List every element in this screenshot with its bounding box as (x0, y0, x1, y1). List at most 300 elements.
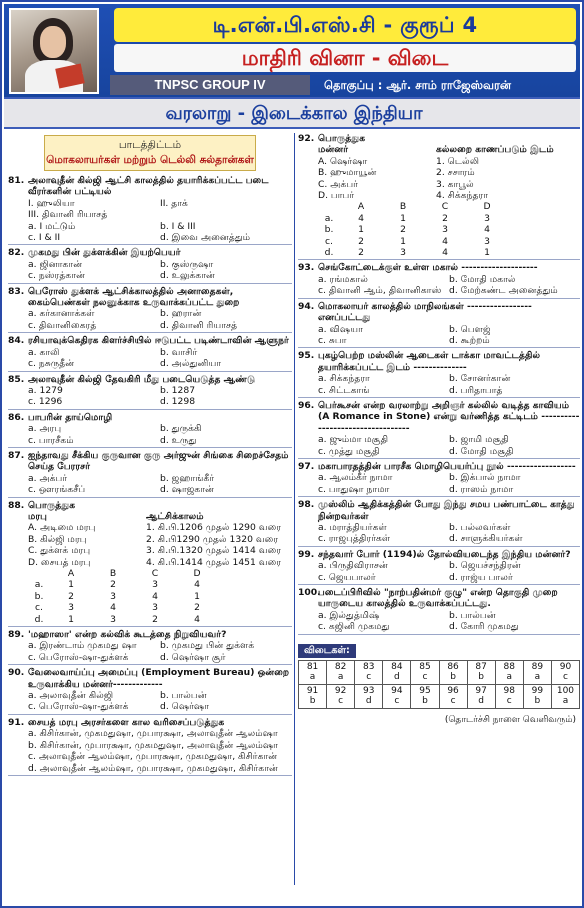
option: a. பிருதிவிராசன் (318, 560, 388, 572)
question-divider (8, 283, 292, 284)
question-100 (298, 587, 580, 635)
option: c. சிட்டகாங் (318, 384, 370, 396)
question-header (298, 400, 580, 434)
option: d. உலுக்கான் (160, 270, 215, 282)
title-line-1: டி.என்.பி.எஸ்.சி - குரூப் 4 (114, 8, 576, 42)
question-number: 98. (298, 499, 315, 511)
code-cell: b. (324, 224, 334, 236)
option-list (298, 472, 580, 495)
code-cell: d. (324, 247, 334, 259)
answer-cell (327, 685, 355, 709)
code-cell: D (193, 568, 201, 579)
question-text: அலாவுதீன் கில்ஜி ஆட்சி காலத்தில் தயாரிக்கப்பட்ட படை வீரர்களின் பட்டியல் (28, 175, 269, 198)
option-list (8, 423, 292, 446)
question-text: பெரோஸ் துக்ளக் ஆட்சிக்காலத்தில் அனாதைகள், கைம்பெண்கள் நலனுக்காக உருவாக்கப்பட்ட துறை (28, 285, 240, 309)
question-text: ஐந்தாவது சீக்கிய குருவான குரு அர்ஜுன் சிங்கை சிறைச்சேதம் செய்த பேரரசர் (28, 449, 289, 473)
code-cell: 1 (400, 235, 406, 247)
option: a. அலாவுதீன் கில்ஜி (28, 690, 114, 702)
answer-letter: b (422, 696, 428, 707)
match-header-right: கல்லறை காணப்படும் இடம் (436, 144, 554, 156)
option: a. ஜும்மா மசூதி (318, 434, 389, 446)
question-number: 93. (298, 262, 315, 274)
header-banner (4, 4, 580, 97)
code-cell: 2 (400, 224, 406, 236)
question-header (298, 262, 580, 273)
question-number: 99. (298, 548, 315, 560)
answer-cell (299, 661, 327, 685)
question-number: 87. (8, 449, 25, 461)
section-title: வரலாறு - இடைக்கால இந்தியா (165, 103, 423, 124)
question-text: பொருத்துக (28, 499, 76, 511)
match-item-left: C. அக்பர் (318, 178, 358, 190)
match-item-right: 3. காபூல் (436, 178, 474, 190)
statement-list (8, 198, 292, 221)
option: d. ஷெர்ஷா சூர் (160, 651, 226, 663)
answer-number: 86 (447, 661, 459, 672)
syllabus-topic: மொகலாயர்கள் மற்றும் டெல்லி சுல்தான்கள் (46, 154, 254, 166)
code-cell: 1 (358, 224, 364, 236)
option: b. பால்பன் (449, 609, 496, 621)
answer-number: 90 (559, 661, 572, 672)
code-cell: 3 (400, 247, 406, 259)
code-cell: A (357, 201, 365, 213)
question-number: 86. (8, 411, 25, 423)
option: d. இவை அனைத்தும் (160, 232, 251, 244)
match-item-right: 1. கி.பி.1206 முதல் 1290 வரை (146, 522, 282, 534)
answer-letter: a (534, 672, 541, 683)
code-cell: 2 (68, 590, 74, 602)
code-cell: B (399, 201, 407, 213)
match-item-left: A. ஷெர்ஷா (318, 155, 368, 167)
option: b. ஜஹாங்கீர் (160, 472, 215, 484)
option: b. இக்பால் நாமா (449, 472, 521, 484)
option: c. முத்து மசூதி (318, 445, 380, 457)
question-number: 100. (298, 587, 321, 599)
option-list (298, 434, 580, 457)
option: b. முகமது பின் துக்ளக் (160, 640, 255, 652)
question-number: 94. (298, 300, 315, 312)
option: d. ராஜ்ய பாலர் (449, 571, 513, 583)
answer-letter: a (337, 672, 344, 683)
code-cell: 4 (442, 235, 448, 247)
question-text: வேலைவாய்ப்பு அமைப்பு (Employment Bureau) ஒன்றை உருவாக்கிய மன்னர்------------- (28, 667, 290, 690)
code-cell: 2 (442, 212, 448, 224)
option: c. ராஜபுத்திரர்கள் (318, 533, 391, 545)
code-cell: 1 (68, 579, 74, 591)
option: b. பௌஜ் (449, 323, 491, 335)
option: b. ஹரான் (160, 308, 202, 320)
question-header (8, 450, 292, 473)
question-99 (298, 549, 580, 585)
question-divider (8, 626, 292, 627)
answer-letter: d (478, 696, 484, 707)
option-list (8, 690, 292, 713)
question-number: 90. (8, 667, 25, 679)
answer-letter: b (309, 696, 316, 707)
student-photo (9, 8, 99, 94)
answer-cell (411, 661, 439, 685)
match-item-right: 3. கி.பி.1320 முதல் 1414 வரை (146, 545, 282, 557)
code-cell: d. (34, 613, 44, 625)
question-header (8, 286, 292, 309)
answer-cell (524, 685, 552, 709)
compiler-credit: தொகுப்பு : ஆர். சாம் ராஜேஸ்வரன் (324, 78, 512, 92)
question-92 (298, 133, 580, 260)
question-text: பெர்கூசன் என்ற வரலாற்று அறிஞர் கல்லில் வடித்த காவியம் (A Romance in Stone) என்று வர்ணித்த கட்டிடம் ---------------------------------- (318, 399, 580, 434)
code-cell: 1 (484, 247, 490, 259)
option: d. சாளுக்கியர்கள் (449, 533, 523, 545)
match-item-left: D. சையத் மரபு (28, 556, 91, 568)
question-96 (298, 400, 580, 459)
option: a. கர்கானாக்கள் (28, 308, 95, 320)
question-divider (298, 347, 580, 348)
answer-number: 99 (531, 685, 544, 696)
question-divider (8, 244, 292, 245)
option: a. இரண்டாம் முகமது ஷா (28, 640, 137, 652)
question-header (8, 500, 292, 511)
code-cell: 2 (194, 602, 200, 614)
option: c. ஔரங்கசீப் (28, 484, 86, 496)
question-90 (8, 667, 292, 715)
match-item-left: C. துக்ளக் மரபு (28, 545, 91, 557)
question-header (298, 499, 580, 522)
option: a. கிசிர்கான், முகமதுஷா, முபாரக்ஷா, அலாவுதீன் ஆலம்ஷா (28, 728, 278, 740)
answer-number: 83 (363, 661, 375, 672)
continued-note: (தொடர்ச்சி நாளை வெளிவரும்) (444, 714, 576, 725)
option: a. ரங்மகால் (318, 273, 368, 285)
code-cell: 1 (400, 212, 406, 224)
option-list (298, 522, 580, 545)
code-cell: 4 (110, 602, 116, 614)
option: d. கூற்றம் (449, 334, 490, 346)
option: a. ஆலம்கீர் நாமா (318, 472, 393, 484)
answer-number: 95 (419, 685, 431, 696)
code-cell: 2 (358, 235, 364, 247)
question-header (8, 247, 292, 258)
question-header (298, 587, 580, 610)
match-item-right: 2. கி.பி1290 முதல் 1320 வரை (146, 533, 279, 545)
syllabus-box (44, 135, 256, 171)
answer-cell (552, 661, 580, 685)
answer-number: 96 (447, 685, 459, 696)
question-number: 91. (8, 716, 25, 728)
code-cell: c. (325, 235, 333, 247)
answer-number: 88 (503, 661, 515, 672)
code-cell: 1 (194, 590, 200, 602)
option: a. விஷயா (318, 323, 363, 335)
question-header (8, 335, 292, 346)
code-cell: b. (34, 590, 44, 602)
question-number: 89. (8, 629, 25, 641)
question-number: 84. (8, 335, 25, 347)
answer-letter: c (450, 696, 456, 707)
option: b. வாசிர் (160, 346, 198, 358)
option: c. சுபா (318, 334, 347, 346)
answer-letter: a (562, 696, 569, 707)
option: d. மோதி மசூதி (449, 445, 514, 457)
option: c. 1296 (28, 396, 63, 408)
code-cell: 2 (152, 613, 158, 625)
answer-number: 98 (503, 685, 515, 696)
answer-cell (552, 685, 580, 709)
question-header (298, 133, 580, 144)
answer-number: 81 (306, 661, 319, 672)
question-text: புகழ்பெற்ற மஸ்லின் ஆடைகள் டாக்கா மாவட்டத்தில் தயாரிக்கப்பட்ட இடம் -------------- (318, 350, 541, 373)
code-cell: 3 (68, 602, 74, 614)
question-number: 85. (8, 373, 25, 385)
question-98 (298, 499, 580, 547)
statement: II. தாக் (160, 197, 188, 209)
option-list (298, 274, 580, 297)
answer-letter: d (365, 696, 372, 707)
code-cell: a. (324, 212, 334, 224)
question-text: மொகலாயர் காலத்தில் மாநிலங்கள் ----------------- எனப்பட்டது (318, 300, 532, 324)
option: c. பெரோஸ்-ஷா-துக்ளக் (28, 701, 129, 713)
answer-number: 92 (334, 685, 347, 696)
answer-cell (299, 685, 327, 709)
code-cell: 4 (358, 212, 364, 224)
option-list (8, 308, 292, 331)
answer-number: 84 (391, 661, 403, 672)
question-number: 96. (298, 399, 315, 411)
option: b. கிசிர்கான், முபாரக்ஷா, முகமதுஷா, அலாவுதீன் ஆலம்ஷா (28, 739, 278, 751)
question-89 (8, 629, 292, 665)
answer-letter: b (534, 696, 541, 707)
match-item-left: B. கில்ஜி மரபு (28, 533, 87, 545)
match-header-left: மன்னர் (318, 144, 349, 156)
question-87 (8, 450, 292, 498)
option: a. மராத்தியர்கள் (318, 522, 387, 533)
answer-cell (383, 685, 411, 709)
question-divider (298, 546, 580, 547)
question-text: முஸ்லிம் ஆதிக்கத்தின் போது இந்து சமய பண்பாட்டை காத்து நின்றவர்கள் (318, 499, 575, 522)
code-cell: 2 (110, 579, 116, 591)
answer-number: 82 (334, 661, 347, 672)
option: c. பாதுஷா நாமா (318, 483, 390, 495)
code-cell: A (67, 568, 75, 579)
question-header (298, 350, 580, 373)
question-88 (8, 500, 292, 627)
question-divider (298, 259, 580, 260)
code-cell: 3 (110, 590, 116, 602)
answer-letter: a (309, 672, 316, 683)
question-header (8, 629, 292, 640)
question-number: 83. (8, 285, 25, 297)
option: a. I மட்டும் (28, 220, 76, 232)
answer-number: 85 (419, 661, 431, 672)
question-divider (8, 775, 292, 776)
code-cell: C (441, 201, 449, 213)
question-divider (298, 397, 580, 398)
option: c. திவானிகைரத் (28, 319, 97, 331)
answer-cell (355, 685, 383, 709)
answer-cell (355, 661, 383, 685)
question-93 (298, 262, 580, 298)
question-divider (298, 584, 580, 585)
option: c. நஸ்ரத்கான் (28, 270, 85, 282)
answer-letter: c (338, 696, 344, 707)
answer-cell (524, 661, 552, 685)
match-item-right: 1. டெல்லி (436, 155, 480, 167)
option-list (8, 259, 292, 282)
option: b. 1287 (160, 384, 196, 396)
option: b. I & III (160, 220, 196, 232)
question-header (8, 412, 292, 423)
code-cell: 4 (194, 613, 200, 625)
answer-cell (496, 661, 524, 685)
option: c. I & II (28, 232, 61, 244)
question-text: ரசியாவுக்கெதிரக கிளர்ச்சியில் ஈடுபட்ட படிண்டாவின் ஆளுநர் (28, 335, 289, 347)
question-82 (8, 247, 292, 283)
option-list (8, 728, 292, 774)
question-text: சையத் மரபு அரசர்களை கால வரிசைப்படுத்துக (28, 716, 225, 728)
question-number: 97. (298, 460, 315, 472)
question-number: 82. (8, 247, 25, 259)
question-text: மகாபாரதத்தின் பாரசீக மொழிபெயர்ப்பு நூல் ------------------ (318, 460, 576, 472)
option-list (298, 373, 580, 396)
question-divider (298, 634, 580, 635)
column-divider (294, 133, 295, 885)
option-list (8, 221, 292, 244)
answer-key (298, 638, 580, 709)
answer-letter: b (478, 672, 484, 683)
left-column (8, 133, 292, 893)
question-86 (8, 412, 292, 448)
question-divider (8, 664, 292, 665)
answer-letter: c (562, 672, 568, 683)
answer-cell (496, 685, 524, 709)
group-badge: TNPSC GROUP IV (110, 75, 310, 95)
right-column (298, 133, 580, 893)
question-divider (8, 714, 292, 715)
answer-cell (440, 685, 468, 709)
code-cell: 3 (152, 579, 158, 591)
option: b. பல்லவர்கள் (449, 522, 511, 533)
option: c. அலாவுதீன் ஆலம்ஷா, முபாரக்ஷா, முகமதுஷா, கிசிர்கான் (28, 751, 278, 763)
option: c. ஜெயபாலர் (318, 571, 376, 583)
question-header (298, 549, 580, 560)
answer-cell (327, 661, 355, 685)
code-cell: 4 (152, 590, 158, 602)
option: d. 1298 (160, 396, 196, 408)
code-cell (318, 201, 340, 212)
option: d. பரிதாபாத் (449, 384, 503, 396)
match-table (8, 511, 292, 568)
question-91 (8, 717, 292, 776)
title-line-2: மாதிரி வினா - விடை (114, 44, 576, 72)
answer-code-table (298, 201, 580, 258)
answer-letter: d (393, 672, 400, 683)
option: a. அரபு (28, 423, 62, 435)
question-header (8, 374, 292, 385)
answer-number: 89 (531, 661, 544, 672)
option: d. உருது (160, 434, 197, 446)
question-divider (8, 332, 292, 333)
question-text: செங்கோட்டைக்குள் உள்ள மகால் -------------------- (318, 262, 538, 274)
option: c. திவானி ஆம், திவானிகாஸ் (318, 285, 442, 297)
answer-key-label: விடைகள்: (298, 644, 356, 658)
code-cell: 3 (442, 224, 448, 236)
answer-number: 100 (556, 685, 575, 696)
match-item-left: D. பாபர் (318, 190, 355, 202)
question-text: முகமது பின் துக்ளக்கின் இயற்பெயர் (28, 247, 181, 259)
question-text: சந்தவார் போர் (1194)ல் தோல்வியடைந்த இந்திய மன்னர்? (318, 548, 571, 560)
question-header (8, 175, 292, 198)
answer-letter: a (506, 672, 512, 683)
code-cell: 3 (152, 602, 158, 614)
question-header (298, 301, 580, 324)
code-cell: 3 (110, 613, 116, 625)
answer-cell (440, 661, 468, 685)
code-cell: a. (34, 579, 44, 591)
option: c. பெரோஸ்-ஷா-துக்ளக் (28, 651, 129, 663)
section-bar (4, 97, 580, 129)
question-divider (8, 497, 292, 498)
option: d. அலாவுதீன் ஆலம்ஷா, முபாரக்ஷா, முகமதுஷா, கிசிர்கான் (28, 762, 278, 774)
match-header-left: மரபு (28, 510, 47, 522)
code-cell: 3 (484, 235, 490, 247)
match-item-right: 2. சசாரம் (436, 167, 475, 179)
option: a. அக்பர் (28, 472, 68, 484)
match-item-left: B. ஹுமாயூன் (318, 167, 377, 179)
code-cell: c. (35, 602, 43, 614)
answer-letter: c (422, 672, 428, 683)
option: a. சிக்கந்தரா (318, 373, 370, 385)
question-text: பொருத்துக (318, 133, 366, 144)
option: d. ராஸம் நாமா (449, 483, 514, 495)
option: b. துருக்கி (160, 423, 202, 435)
answer-grid (298, 660, 580, 709)
match-table (298, 144, 580, 201)
option-list (8, 347, 292, 370)
option: a. ஜினாகான் (28, 258, 83, 270)
question-84 (8, 335, 292, 371)
question-divider (8, 447, 292, 448)
option: a. 1279 (28, 384, 63, 396)
code-cell: B (109, 568, 117, 579)
code-cell: D (483, 201, 491, 213)
code-cell: 3 (484, 212, 490, 224)
question-divider (8, 409, 292, 410)
question-81 (8, 175, 292, 245)
option: a. இல்துத்மிஷ் (318, 609, 380, 621)
option: c. கஜினி முகமது (318, 621, 390, 633)
option: d. அல்துனியா (160, 358, 222, 370)
answer-number: 93 (363, 685, 375, 696)
code-cell: 4 (442, 247, 448, 259)
question-number: 92. (298, 133, 315, 144)
question-divider (298, 458, 580, 459)
question-83 (8, 286, 292, 334)
question-header (298, 461, 580, 472)
answer-cell (468, 661, 496, 685)
option-list (8, 473, 292, 496)
option-list (298, 324, 580, 347)
answer-letter: c (394, 696, 400, 707)
option: b. ஜாமி மசூதி (449, 434, 509, 446)
answer-cell (411, 685, 439, 709)
option: b. மோதி மகால் (449, 273, 516, 285)
question-95 (298, 350, 580, 398)
option-list (298, 610, 580, 633)
question-text: பாபரின் தாய்மொழி (28, 411, 113, 423)
code-cell: 1 (68, 613, 74, 625)
option: c. பாரசீகம் (28, 434, 74, 446)
question-divider (8, 371, 292, 372)
code-cell: 2 (358, 247, 364, 259)
answer-number: 97 (475, 685, 487, 696)
code-cell: 4 (484, 224, 490, 236)
